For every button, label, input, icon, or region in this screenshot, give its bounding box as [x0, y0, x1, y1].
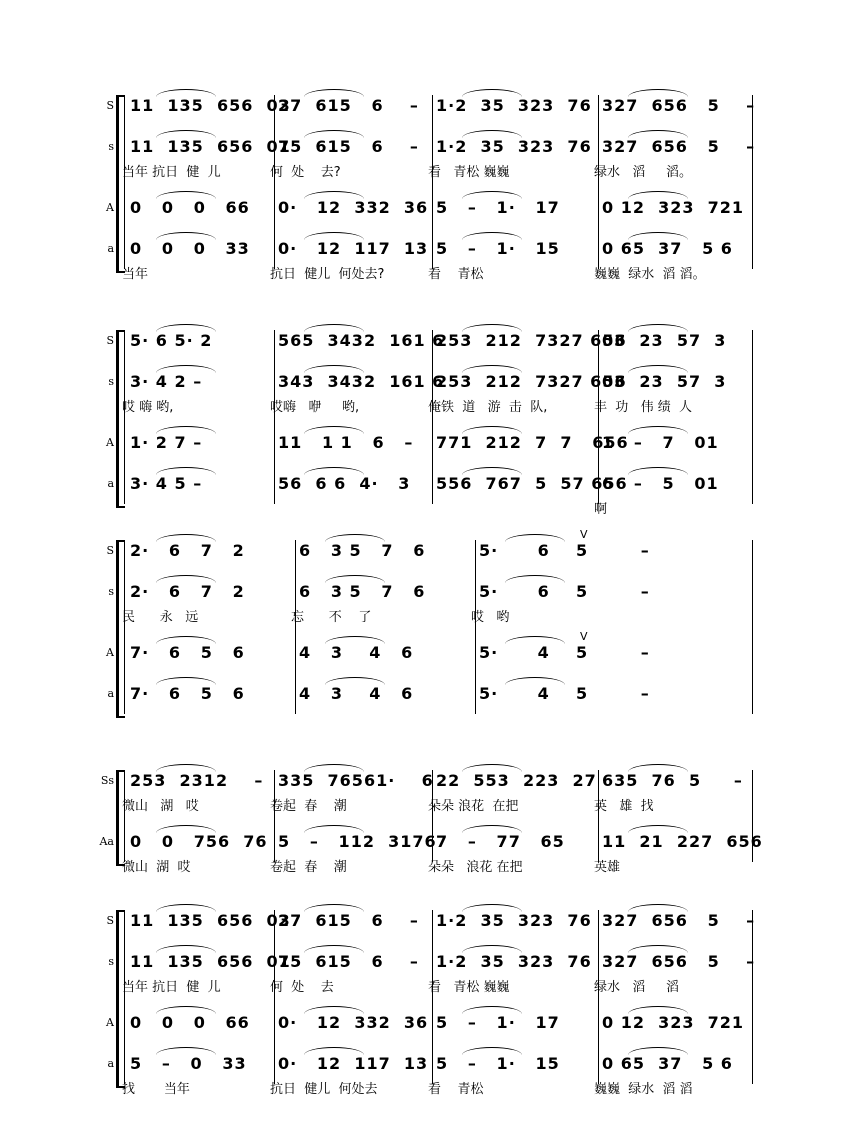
slur-mark	[156, 467, 216, 475]
slur-mark	[505, 534, 565, 542]
measure-notes: 5 – 112 3176	[278, 832, 437, 851]
measure-notes: 11 135 656 03	[130, 96, 291, 115]
measure-notes: 5· 4 5 –	[479, 684, 650, 703]
barline	[432, 770, 433, 862]
measure-notes: 0 0 756 76	[130, 832, 268, 851]
lyric-text: 微山 湖 哎	[122, 860, 191, 875]
measure-notes: 0· 12 117 13	[278, 1054, 429, 1073]
measure-notes: 7· 6 5 6	[130, 684, 245, 703]
lyric-text: 哎 哟	[471, 610, 510, 625]
lyric-text: 丰 功 伟 绩 人	[594, 400, 693, 415]
measure-notes: 253 212 7327 656	[436, 372, 627, 391]
slur-mark	[156, 324, 216, 332]
barline	[752, 910, 753, 1084]
part-label: A	[106, 1016, 114, 1029]
measure-notes: 0 0 0 33	[130, 239, 250, 258]
lyric-text: 英雄	[594, 860, 621, 875]
barline	[598, 330, 599, 504]
part-label: A	[106, 436, 114, 449]
slur-mark	[462, 945, 522, 953]
measure-notes: 771 212 7 7 656	[436, 433, 629, 452]
lyric-text: 哎 嗨 哟,	[122, 400, 174, 415]
slur-mark	[304, 904, 364, 912]
slur-mark	[462, 89, 522, 97]
measure-notes: 1 – 7 01	[602, 433, 719, 452]
measure-notes: 6 3 5 7 6	[299, 582, 426, 601]
lyric-text: 卷起 春 潮	[270, 860, 347, 875]
lyric-text: 抗日 健儿 何处去?	[270, 267, 385, 282]
slur-mark	[304, 1006, 364, 1014]
barline	[752, 540, 753, 714]
measure-notes: 7 – 77 65	[436, 832, 565, 851]
lyric-text: 啊	[594, 502, 608, 517]
measure-notes: 343 3432 161 6	[278, 372, 445, 391]
slur-mark	[462, 324, 522, 332]
lyric-text: 卷起 春 潮	[270, 799, 347, 814]
slur-mark	[156, 575, 216, 583]
measure-notes: 565 3432 161 6	[278, 331, 445, 350]
measure-notes: 6 – 5 01	[602, 474, 719, 493]
slur-mark	[304, 89, 364, 97]
slur-mark	[325, 575, 385, 583]
lyric-text: 巍巍 绿水 滔 滔。	[594, 267, 706, 282]
slur-mark	[304, 324, 364, 332]
measure-notes: 11 135 656 01	[130, 952, 291, 971]
measure-notes: 0 65 37 5 6	[602, 1054, 733, 1073]
slur-mark	[325, 636, 385, 644]
slur-mark	[156, 534, 216, 542]
measure-notes: 327 656 5 –	[602, 137, 756, 156]
measure-notes: 11 1 1 6 –	[278, 433, 414, 452]
part-label: A	[106, 201, 114, 214]
slur-mark	[304, 365, 364, 373]
lyric-text: 民 永 远	[122, 610, 199, 625]
measure-notes: 0 12 323 721	[602, 1013, 745, 1032]
slur-mark	[156, 191, 216, 199]
slur-mark	[325, 534, 385, 542]
measure-notes: 3· 4 5 –	[130, 474, 203, 493]
slur-mark	[304, 191, 364, 199]
barline	[752, 95, 753, 269]
lyric-text: 看 青松	[428, 267, 484, 282]
part-label: a	[107, 477, 114, 490]
measure-notes: 0 65 37 5 6	[602, 239, 733, 258]
measure-notes: 327 656 5 –	[602, 952, 756, 971]
lyric-text: 绿水 滔 滔。	[594, 165, 693, 180]
slur-mark	[304, 1047, 364, 1055]
slur-mark	[156, 945, 216, 953]
lyric-text: 找 当年	[122, 1082, 190, 1097]
measure-notes: 556 767 5 57 656	[436, 474, 628, 493]
measure-notes: 5 – 1· 17	[436, 1013, 560, 1032]
slur-mark	[156, 232, 216, 240]
slur-mark	[628, 232, 688, 240]
measure-notes: 1· 2 7 –	[130, 433, 203, 452]
measure-notes: 03 23 57 3	[602, 372, 727, 391]
system-barline-start	[124, 770, 125, 862]
slur-mark	[628, 426, 688, 434]
measure-notes: 0· 12 332 36	[278, 198, 429, 217]
part-label: Aa	[99, 835, 114, 848]
measure-notes: 2· 6 7 2	[130, 541, 245, 560]
measure-notes: 03 23 57 3	[602, 331, 727, 350]
measure-notes: 5· 6 5 –	[479, 541, 650, 560]
measure-notes: 1·2 35 323 76	[436, 952, 592, 971]
barline	[752, 770, 753, 862]
slur-mark	[304, 426, 364, 434]
measure-notes: 27 615 6 –	[278, 96, 419, 115]
slur-mark	[505, 677, 565, 685]
breath-mark: V	[580, 528, 588, 541]
slur-mark	[304, 130, 364, 138]
barline	[274, 770, 275, 862]
slur-mark	[628, 825, 688, 833]
measure-notes: 335 76561· 6	[278, 771, 434, 790]
measure-notes: 253 2312 –	[130, 771, 264, 790]
lyric-text: 何 处 去?	[270, 165, 341, 180]
measure-notes: 4 3 4 6	[299, 643, 414, 662]
barline	[432, 910, 433, 1084]
measure-notes: 1·2 35 323 76	[436, 911, 592, 930]
lyric-text: 绿水 滔 滔	[594, 980, 680, 995]
slur-mark	[156, 1047, 216, 1055]
part-label: S	[106, 914, 114, 927]
lyric-text: 看 青松 巍巍	[428, 165, 510, 180]
slur-mark	[156, 130, 216, 138]
slur-mark	[462, 365, 522, 373]
barline	[274, 95, 275, 269]
slur-mark	[304, 467, 364, 475]
measure-notes: 3· 4 2 –	[130, 372, 203, 391]
barline	[475, 540, 476, 714]
slur-mark	[325, 677, 385, 685]
slur-mark	[156, 426, 216, 434]
slur-mark	[156, 1006, 216, 1014]
measure-notes: 75 615 6 –	[278, 137, 419, 156]
slur-mark	[156, 636, 216, 644]
slur-mark	[628, 1006, 688, 1014]
slur-mark	[304, 945, 364, 953]
measure-notes: 7· 6 5 6	[130, 643, 245, 662]
lyric-text: 当年	[122, 267, 149, 282]
measure-notes: 327 656 5 –	[602, 96, 756, 115]
part-label: S	[106, 544, 114, 557]
slur-mark	[628, 904, 688, 912]
part-label: a	[107, 1057, 114, 1070]
measure-notes: 27 615 6 –	[278, 911, 419, 930]
measure-notes: 1·2 35 323 76	[436, 96, 592, 115]
slur-mark	[304, 764, 364, 772]
measure-notes: 327 656 5 –	[602, 911, 756, 930]
slur-mark	[628, 467, 688, 475]
barline	[598, 95, 599, 269]
lyric-text: 巍巍 绿水 滔 滔	[594, 1082, 693, 1097]
slur-mark	[462, 904, 522, 912]
part-label: s	[108, 585, 114, 598]
measure-notes: 2· 6 7 2	[130, 582, 245, 601]
measure-notes: 56 6 6 4· 3	[278, 474, 411, 493]
measure-notes: 4 3 4 6	[299, 684, 414, 703]
measure-notes: 5· 4 5 –	[479, 643, 650, 662]
barline	[598, 910, 599, 1084]
lyric-text: 当年 抗日 健 儿	[122, 980, 221, 995]
measure-notes: 0 12 323 721	[602, 198, 745, 217]
slur-mark	[628, 324, 688, 332]
slur-mark	[628, 764, 688, 772]
measure-notes: 5 – 1· 17	[436, 198, 560, 217]
part-label: S	[106, 99, 114, 112]
measure-notes: 75 615 6 –	[278, 952, 419, 971]
barline	[752, 330, 753, 504]
slur-mark	[462, 232, 522, 240]
lyric-text: 看 青松	[428, 1082, 484, 1097]
part-label: s	[108, 955, 114, 968]
measure-notes: 253 212 7327 656	[436, 331, 627, 350]
lyric-text: 抗日 健儿 何处去	[270, 1082, 378, 1097]
slur-mark	[156, 365, 216, 373]
lyric-text: 俺铁 道 游 击 队,	[428, 400, 548, 415]
part-label: S	[106, 334, 114, 347]
measure-notes: 1·2 35 323 76	[436, 137, 592, 156]
lyric-text: 微山 湖 哎	[122, 799, 199, 814]
slur-mark	[304, 825, 364, 833]
slur-mark	[156, 89, 216, 97]
measure-notes: 11 135 656 01	[130, 137, 291, 156]
lyric-text: 忘 不 了	[291, 610, 372, 625]
slur-mark	[462, 764, 522, 772]
slur-mark	[628, 945, 688, 953]
slur-mark	[462, 130, 522, 138]
lyric-text: 何 处 去	[270, 980, 334, 995]
measure-notes: 5 – 1· 15	[436, 1054, 560, 1073]
slur-mark	[505, 636, 565, 644]
system-barline-start	[124, 330, 125, 504]
slur-mark	[156, 764, 216, 772]
breath-mark: V	[580, 630, 588, 643]
slur-mark	[628, 130, 688, 138]
measure-notes: 11 135 656 03	[130, 911, 291, 930]
measure-notes: 5· 6 5 –	[479, 582, 650, 601]
system-barline-start	[124, 540, 125, 714]
lyric-text: 英 雄 找	[594, 799, 654, 814]
slur-mark	[156, 825, 216, 833]
part-label: a	[107, 242, 114, 255]
slur-mark	[462, 426, 522, 434]
part-label: A	[106, 646, 114, 659]
lyric-text: 朵朵 浪花 在把	[428, 799, 519, 814]
part-label: a	[107, 687, 114, 700]
slur-mark	[628, 89, 688, 97]
slur-mark	[462, 467, 522, 475]
measure-notes: 635 76 5 –	[602, 771, 743, 790]
barline	[295, 540, 296, 714]
barline	[432, 330, 433, 504]
slur-mark	[462, 191, 522, 199]
slur-mark	[462, 1006, 522, 1014]
measure-notes: 22 553 223 27	[436, 771, 597, 790]
slur-mark	[156, 904, 216, 912]
lyric-text: 朵朵 浪花 在把	[428, 860, 523, 875]
measure-notes: 0· 12 332 36	[278, 1013, 429, 1032]
measure-notes: 0 0 0 66	[130, 1013, 250, 1032]
slur-mark	[505, 575, 565, 583]
measure-notes: 0 0 0 66	[130, 198, 250, 217]
system-barline-start	[124, 95, 125, 269]
barline	[598, 770, 599, 862]
part-label: s	[108, 140, 114, 153]
part-label: Ss	[100, 774, 114, 787]
slur-mark	[628, 1047, 688, 1055]
slur-mark	[628, 191, 688, 199]
barline	[274, 330, 275, 504]
slur-mark	[462, 825, 522, 833]
measure-notes: 5 – 0 33	[130, 1054, 247, 1073]
part-label: s	[108, 375, 114, 388]
slur-mark	[462, 1047, 522, 1055]
measure-notes: 11 21 227 656	[602, 832, 763, 851]
measure-notes: 6 3 5 7 6	[299, 541, 426, 560]
slur-mark	[156, 677, 216, 685]
slur-mark	[304, 232, 364, 240]
lyric-text: 当年 抗日 健 儿	[122, 165, 221, 180]
lyric-text: 看 青松 巍巍	[428, 980, 510, 995]
measure-notes: 0· 12 117 13	[278, 239, 429, 258]
barline	[274, 910, 275, 1084]
measure-notes: 5 – 1· 15	[436, 239, 560, 258]
lyric-text: 哎嗨 咿 哟,	[270, 400, 360, 415]
slur-mark	[628, 365, 688, 373]
measure-notes: 5· 6 5· 2	[130, 331, 213, 350]
system-barline-start	[124, 910, 125, 1084]
barline	[432, 95, 433, 269]
